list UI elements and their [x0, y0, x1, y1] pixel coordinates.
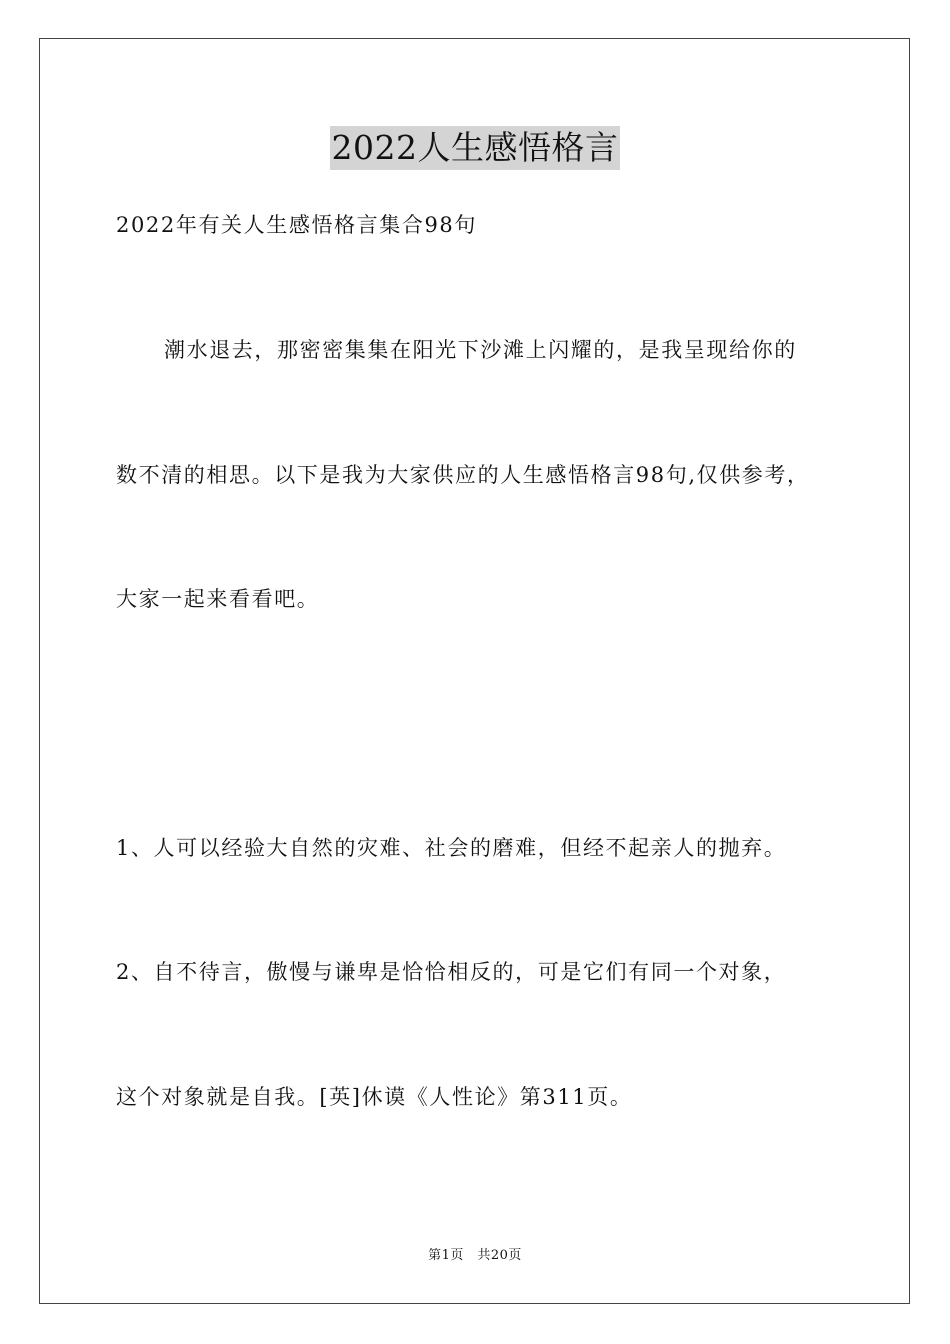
document-subtitle[interactable]: 2022年有关人生感悟格言集合98句 [116, 213, 477, 237]
document-title-wrapper [0, 126, 950, 170]
intro-line-1[interactable]: 潮水退去，那密密集集在阳光下沙滩上闪耀的，是我呈现给你的 [164, 338, 797, 362]
quote-item-2[interactable]: 2、自不待言，傲慢与谦卑是恰恰相反的，可是它们有同一个对象， [116, 960, 787, 984]
document-title[interactable]: 2022人生感悟格言 [330, 126, 621, 170]
quote-item-2-continued[interactable]: 这个对象就是自我。[英]休谟《人性论》第311页。 [116, 1085, 633, 1109]
page-footer: 第1页 共20页 [428, 1248, 522, 1263]
quote-item-1[interactable]: 1、人可以经验大自然的灾难、社会的磨难，但经不起亲人的抛弃。 [116, 836, 787, 860]
intro-line-2[interactable]: 数不清的相思。以下是我为大家供应的人生感悟格言98句,仅供参考， [116, 463, 810, 487]
intro-line-3[interactable]: 大家一起来看看吧。 [116, 587, 320, 611]
